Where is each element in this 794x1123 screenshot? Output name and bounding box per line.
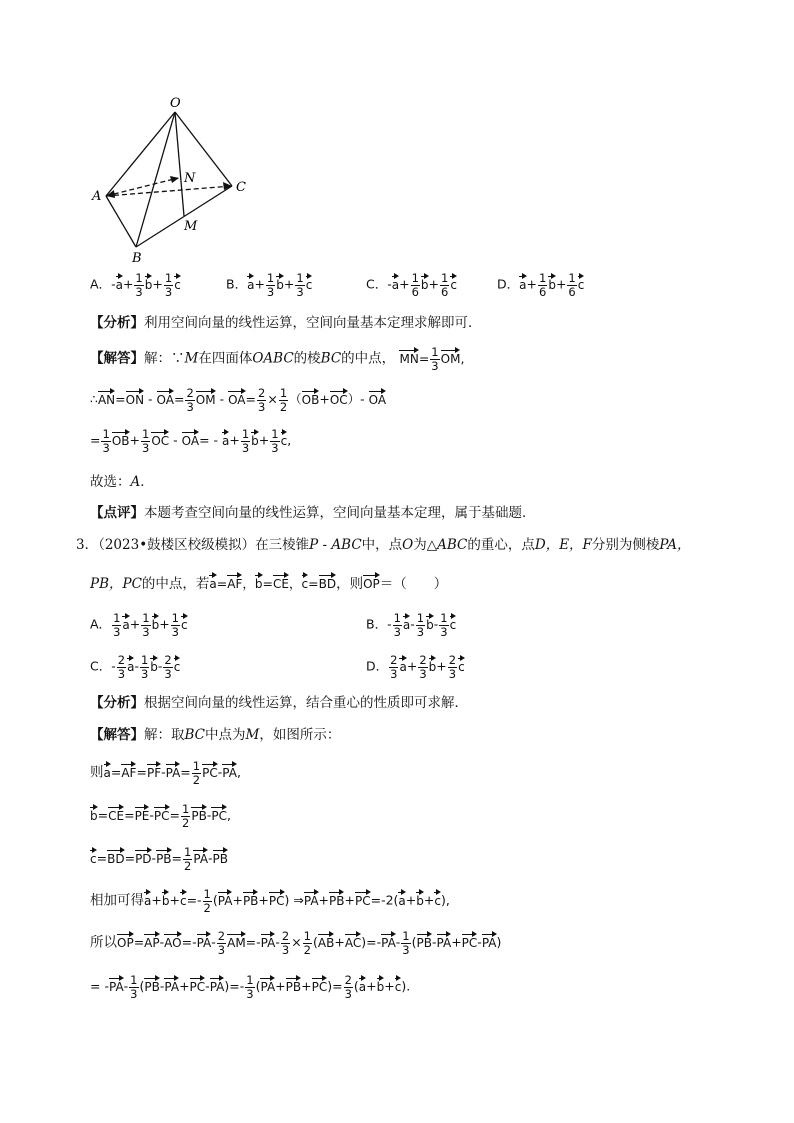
- q2-option-a: A．-a+ $\frac{1}{3}$ b+ $\frac{1}{3}$ c: [90, 271, 181, 299]
- tetrahedron-figure: [80, 90, 270, 270]
- q2-option-d: D．a+ $\frac{1}{6}$ b+ $\frac{1}{6}$ c: [497, 271, 585, 299]
- q3-option-b: B．- $\frac{1}{3}$ a- $\frac{1}{3}$ b- $\frac{1}{3}$ c: [366, 611, 457, 639]
- q2-answer-line1: 【解答】解：∵M在四面体OABC的棱BC的中点， MN= $\frac{1}{3}$ OM,: [90, 345, 465, 373]
- q3-option-a: A． $\frac{1}{3}$ a+ $\frac{1}{3}$ b+ $\frac{1}{3}$ c: [90, 611, 188, 639]
- q3-answer-line4: c=BD=PD-PB= $\frac{1}{2}$ PA-PB: [90, 845, 229, 873]
- edge-om: [175, 112, 184, 216]
- label-a: A: [92, 189, 102, 204]
- q3-stem-line2: PB，PC的中点，若a=AF，b=CE，c=BD，则OP＝（ ）: [90, 573, 447, 592]
- label-n: N: [184, 171, 196, 186]
- q2-choose: 故选：A．: [90, 474, 154, 490]
- edge-ob: [136, 112, 175, 247]
- label-b: B: [132, 251, 142, 266]
- q3-answer-line3: b=CE=PE-PC= $\frac{1}{2}$ PB-PC,: [90, 802, 231, 830]
- q3-answer-line6: 所以OP=AP-AO=-PA- $\frac{2}{3}$ AM=-PA- $\frac{2}{3}$ × $\frac{1}{2}$ (AB+AC)=-PA- $\frac{1}{3}$ (PB-PA+PC-PA): [90, 929, 502, 957]
- q2-answer-line2: ∴AN=ON - OA= $\frac{2}{3}$ OM - OA= $\frac{2}{3}$ × $\frac{1}{2}$ （OB+OC）- OA: [90, 386, 387, 414]
- q3-option-d: D． $\frac{2}{3}$ a+ $\frac{2}{3}$ b+ $\frac{2}{3}$ c: [366, 653, 465, 681]
- q2-comment: 【点评】本题考查空间向量的线性运算，空间向量基本定理，属于基础题．: [90, 505, 536, 521]
- label-m: M: [184, 219, 198, 234]
- label-c: C: [236, 180, 246, 195]
- edge-oa: [106, 112, 175, 196]
- edge-ab: [106, 196, 136, 247]
- q3-option-c: C．- $\frac{2}{3}$ a- $\frac{1}{3}$ b- $\frac{2}{3}$ c: [90, 653, 181, 681]
- label-o: O: [170, 96, 181, 111]
- q3-analysis: 【分析】根据空间向量的线性运算，结合重心的性质即可求解．: [90, 695, 468, 711]
- q3-answer-line2: 则a=AF=PF-PA= $\frac{1}{2}$ PC-PA,: [90, 759, 241, 787]
- q2-answer-line3: = $\frac{1}{3}$ OB+ $\frac{1}{3}$ OC - OA= - a+ $\frac{1}{3}$ b+ $\frac{1}{3}$ c,: [90, 427, 292, 455]
- q3-answer-line1: 【解答】解：取BC中点为M，如图所示：: [90, 727, 341, 743]
- q2-option-b: B．a+ $\frac{1}{3}$ b+ $\frac{1}{3}$ c: [226, 271, 313, 299]
- q3-answer-line7: = -PA- $\frac{1}{3}$ (PB-PA+PC-PA)=- $\frac{1}{3}$ (PA+PB+PC)= $\frac{2}{3}$ (a+b+c).: [90, 973, 411, 1001]
- q2-option-c: C．-a+ $\frac{1}{6}$ b+ $\frac{1}{6}$ c: [366, 271, 457, 299]
- arrowhead-an: [170, 176, 179, 183]
- q3-stem-line1: 3．（2023•鼓楼区校级模拟）在三棱锥P - ABC中，点O为△ABC的重心，点D，E，F分别为侧棱PA，: [76, 537, 691, 553]
- q3-answer-line5: 相加可得a+b+c=- $\frac{1}{2}$ (PA+PB+PC) ⇒PA+PB+PC=-2(a+b+c),: [90, 887, 450, 915]
- q2-analysis: 【分析】利用空间向量的线性运算，空间向量基本定理求解即可．: [90, 315, 482, 331]
